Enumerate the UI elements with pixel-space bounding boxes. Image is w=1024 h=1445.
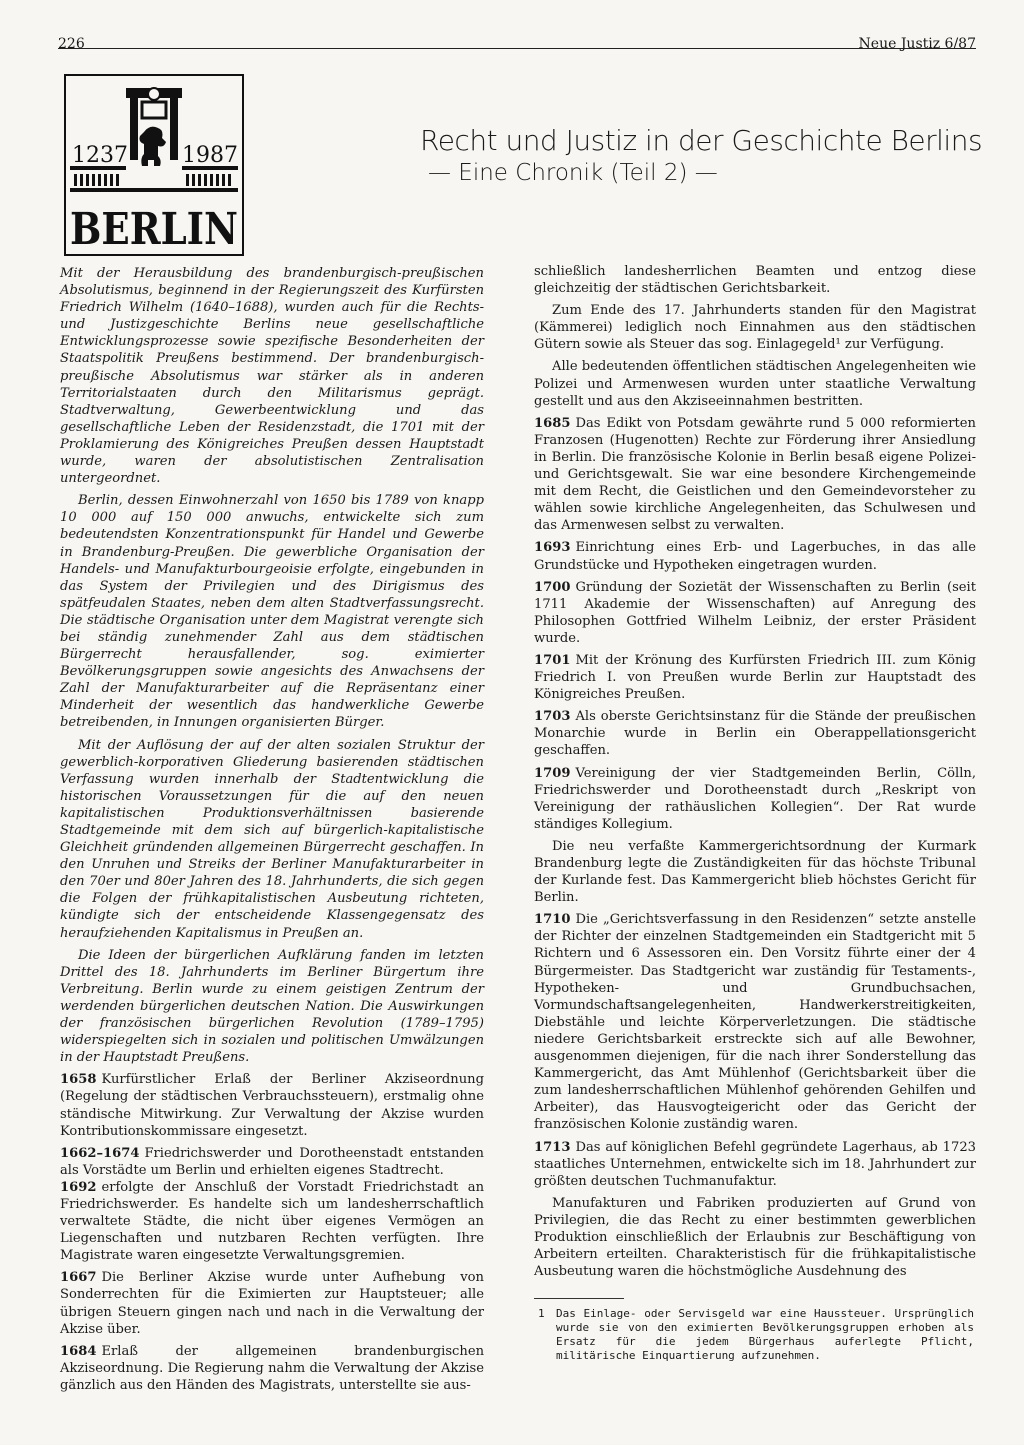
- entry-text: Mit der Krönung des Kurfürsten Friedrich III. zum König Friedrich I. von Preußen wurde Berlin zur Hauptstadt des Königreiches Preußen.: [534, 652, 976, 703]
- entry-year: 1703: [534, 709, 571, 725]
- footnote: [538, 1307, 974, 1363]
- berlin-bear-emblem-icon: [64, 74, 244, 256]
- entry-year: 1684: [60, 1343, 97, 1359]
- entry-year: 1701: [534, 652, 571, 668]
- chronicle-entry: [60, 1179, 484, 1264]
- entry-year: 1685: [534, 415, 571, 431]
- entry-text: Vereinigung der vier Stadtgemeinden Berlin, Cölln, Friedrichswerder und Dorotheenstadt durch „Reskript von Vereinigung der rathäuslichen Kollegien“. Der Rat wurde ständiges Kollegium.: [534, 765, 976, 832]
- chronicle-entry: [534, 539, 976, 573]
- chronicle-entry: [534, 415, 976, 535]
- entry-year: 1710: [534, 912, 571, 928]
- paragraph: Alle bedeutenden öffentlichen städtischen Angelegenheiten wie Polizei und Armenwesen wurden unter staatliche Verwaltung gestellt und aus den Akziseeinnahmen bestritten.: [534, 359, 976, 409]
- chronicle-entry: [534, 652, 976, 703]
- entry-text: Das auf königlichen Befehl gegründete Lagerhaus, ab 1723 staatliches Unternehmen, entwickelte sich im 18. Jahrhundert zur größten deutschen Tuchmanufaktur.: [534, 1139, 976, 1189]
- chronicle-entry: [534, 911, 976, 1133]
- entry-year: 1662–1674: [60, 1145, 140, 1161]
- chronicle-entry: [534, 579, 976, 647]
- intro-paragraph: Die Ideen der bürgerlichen Aufklärung fanden im letzten Drittel des 18. Jahrhunderts im Berliner Bürgertum ihre Verbreitung. Berlin wurde zu einem geistigen Zentrum der werdenden bürgerlichen deutschen Nation. Die Auswirkungen der französischen bürgerlichen Revolution (1789–1795) widerspiegelten sich in sozialen und politischen Umwälzungen in der Hauptstadt Preußens.: [60, 947, 484, 1066]
- page-header: [58, 28, 976, 54]
- entry-year: 1700: [534, 579, 571, 595]
- entry-year: 1667: [60, 1270, 97, 1286]
- logo-year-start: 1237: [72, 143, 128, 168]
- chronicle-entry: [60, 1145, 484, 1179]
- entry-text: Einrichtung eines Erb- und Lagerbuches, in das alle Grundstücke und Hypotheken eingetragen wurden.: [534, 540, 976, 573]
- footnote-rule: [534, 1298, 624, 1299]
- entry-text: Die „Gerichtsverfassung in den Residenzen“ setzte anstelle der Richter der einzelnen Stadtgemeinden ein Stadtgericht mit 5 Richtern und 6 Assessoren ein. Den Vorsitz führte einer der 4 Bürgermeister. Das Stadtgericht war zuständig für Testaments-, Hypotheken- und Grundbuchsachen, Vormundschaftsangelegenheiten, Handwerkerstreitigkeiten, Diebstähle und leichte Körperverletzungen. Die städtische niedere Gerichtsbarkeit erstreckte sich auf alle Bewohner, ausgenommen diejenigen, für die nach ihrer Sonderstellung das Kammergericht, das Amt Mühlenhof (Gerichtsbarkeit über die zum landesherrschaftlichen Mühlenhof gehörenden Gehilfen und Arbeiter), das Hausvogteigericht oder das Gericht der französischen Kolonie zuständig waren.: [534, 912, 976, 1133]
- header-rule: [58, 48, 976, 49]
- entry-text: Das Edikt von Potsdam gewährte rund 5 000 reformierten Franzosen (Hugenotten) Rechte zur Förderung ihrer Ansiedlung in Berlin. Die französische Kolonie in Berlin besaß eigene Polizei- und Gerichtsgewalt. Sie war eine besondere Kirchengemeinde mit dem Recht, die Geistlichen und den Gemeindevorsteher zu wählen sowie kirchliche Angelegenheiten, das Schulwesen und das Armenwesen selbst zu verwalten.: [534, 415, 976, 534]
- paragraph: Die neu verfaßte Kammergerichtsordnung der Kurmark Brandenburg legte die Zuständigkeiten für das höchste Tribunal der Kurlande fest. Das Kammergericht blieb höchstes Gericht für Berlin.: [534, 838, 976, 906]
- intro-paragraph: Mit der Herausbildung des brandenburgisch-preußischen Absolutismus, beginnend in der Regierungszeit des Kurfürsten Friedrich Wilhelm (1640–1688), wurden auch für die Rechts- und Justizgeschichte Berlins neue gesellschaftliche Entwicklungsprozesse sowie spezifische Besonderheiten der Staatspolitik Preußens bestimmend. Der brandenburgisch-preußische Absolutismus war stärker als in anderen Territorialstaaten durch den Militarismus geprägt. Stadtverwaltung, Gewerbeentwicklung und das gesellschaftliche Leben der Residenzstadt, die 1701 mit der Proklamierung des Königreiches Preußen dessen Hauptstadt wurde, waren der absolutistischen Zentralisation untergeordnet.: [60, 266, 484, 487]
- footnote-number: 1: [538, 1307, 545, 1320]
- entry-year: 1693: [534, 540, 571, 556]
- article-title: [420, 124, 1000, 188]
- berlin-750-logo: [64, 74, 244, 256]
- chronicle-entry: [60, 1269, 484, 1337]
- title-main: Recht und Justiz in der Geschichte Berlins: [420, 124, 983, 157]
- entry-text: Erlaß der allgemeinen brandenburgischen Akziseordnung. Die Regierung nahm die Verwaltung der Akzise gänzlich aus den Händen des Magistrats, unterstellte sie aus-: [60, 1343, 484, 1393]
- entry-year: 1713: [534, 1139, 571, 1155]
- entry-year: 1709: [534, 765, 571, 781]
- paragraph: Zum Ende des 17. Jahrhunderts standen für den Magistrat (Kämmerei) lediglich noch Einnahmen aus den städtischen Gütern sowie als Steuer das sog. Einlagegeld¹ zur Verfügung.: [534, 303, 976, 353]
- entry-text: Gründung der Sozietät der Wissenschaften zu Berlin (seit 1711 Akademie der Wissenschaften) auf Anregung des Philosophen Gottfried Wilhelm Leibniz, der erster Präsident wurde.: [534, 579, 976, 646]
- paragraph: Manufakturen und Fabriken produzierten auf Grund von Privilegien, die das Recht zu einer bestimmten gewerblichen Produktion einschließlich der Erlaubnis zur Beschäftigung von Arbeitern erteilten. Charakteristisch für die frühkapitalistische Ausbeutung waren die höchstmögliche Ausdehnung des: [534, 1195, 976, 1280]
- entry-text: Friedrichswerder und Dorotheenstadt entstanden als Vorstädte um Berlin und erhielten eigenes Stadtrecht.: [60, 1145, 484, 1178]
- entry-text: Als oberste Gerichtsinstanz für die Stände der preußischen Monarchie wurde in Berlin ein Oberappellationsgericht geschaffen.: [534, 709, 976, 759]
- left-column: [60, 265, 484, 1399]
- right-column: [534, 263, 976, 1285]
- logo-city: BERLIN: [70, 204, 238, 255]
- entry-text: Kurfürstlicher Erlaß der Berliner Akziseordnung (Regelung der städtischen Verbrauchssteuern), erstmalig ohne ständische Mitwirkung. Zur Verwaltung der Akzise wurden Kontributionskommissare eingesetzt.: [60, 1072, 484, 1139]
- entry-text: Die Berliner Akzise wurde unter Aufhebung von Sonderrechten für die Eximierten zur Hauptsteuer; alle übrigen Steuern gingen nach und nach in die Verwaltung der Akzise über.: [60, 1270, 484, 1337]
- logo-year-end: 1987: [182, 143, 238, 168]
- entry-text: erfolgte der Anschluß der Vorstadt Friedrichstadt an Friedrichswerder. Es handelte sich um landesherrschaftlich verwaltete Städte, die nicht über eigenes Vermögen an Liegenschaften und nutzbaren Rechten verfügten. Ihre Magistrate waren eingesetzte Verwaltungsgremien.: [60, 1179, 484, 1264]
- journal-issue: Neue Justiz 6/87: [858, 36, 976, 52]
- intro-paragraph: Berlin, dessen Einwohnerzahl von 1650 bis 1789 von knapp 10 000 auf 150 000 anwuchs, entwickelte sich zum bedeutendsten Konzentrationspunkt für Handel und Gewerbe in Brandenburg-Preußen. Die gewerbliche Organisation der Handels- und Manufakturbourgeoisie erfolgte, eingebunden in das System der Privilegien und des Dirigismus des spätfeudalen Staates, neben dem alten Stadtverfassungsrecht. Die städtische Organisation unter dem Magistrat verengte sich bei ständig zunehmender Zahl aus dem städtischen Bürgerrecht herausfallender, sog. eximierter Bevölkerungsgruppen sowie angesichts des Anwachsens der Zahl der Manufakturarbeiter auf die Repräsentanz einer Minderheit der wesentlich das handwerkliche Gewerbe betreibenden, in Innungen organisierten Bürger.: [60, 493, 484, 731]
- entry-year: 1658: [60, 1072, 97, 1088]
- chronicle-entry: [534, 765, 976, 833]
- intro-paragraph: Mit der Auflösung der auf der alten sozialen Struktur der gewerblich-korporativen Gliederung basierenden städtischen Verfassung wurden innerhalb der Stadtentwicklung die historischen Voraussetzungen für die auf den neuen kapitalistischen Produktionsverhältnissen basierende Stadtgemeinde mit dem sich auf bürgerlich-kapitalistische Gleichheit gründenden allgemeinen Bürgerrecht geschaffen. In den Unruhen und Streiks der Berliner Manufakturarbeiter in den 70er und 80er Jahren des 18. Jahrhunderts, die sich gegen die Folgen der frühkapitalistischen Ausbeutung richteten, kündigte sich der entscheidende Klassengegensatz des heraufziehenden Kapitalismus in Preußen an.: [60, 737, 484, 941]
- chronicle-entry: [60, 1071, 484, 1139]
- entry-year: 1692: [60, 1179, 97, 1195]
- footnote-text: Das Einlage- oder Servisgeld war eine Haussteuer. Ursprünglich wurde sie von den eximierten Bevölkerungsgruppen erhoben als Ersatz für die jedem Bürgerhaus auferlegte Pflicht, militärische Einquartierung aufzunehmen.: [556, 1307, 974, 1362]
- chronicle-entry: [60, 1343, 484, 1394]
- continuation-paragraph: schließlich landesherrlichen Beamten und entzog diese gleichzeitig der städtischen Gerichtsbarkeit.: [534, 264, 976, 297]
- chronicle-entry: [534, 1139, 976, 1190]
- page-number: 226: [58, 36, 85, 52]
- chronicle-entry: [534, 708, 976, 759]
- title-sub: — Eine Chronik (Teil 2) —: [428, 160, 718, 186]
